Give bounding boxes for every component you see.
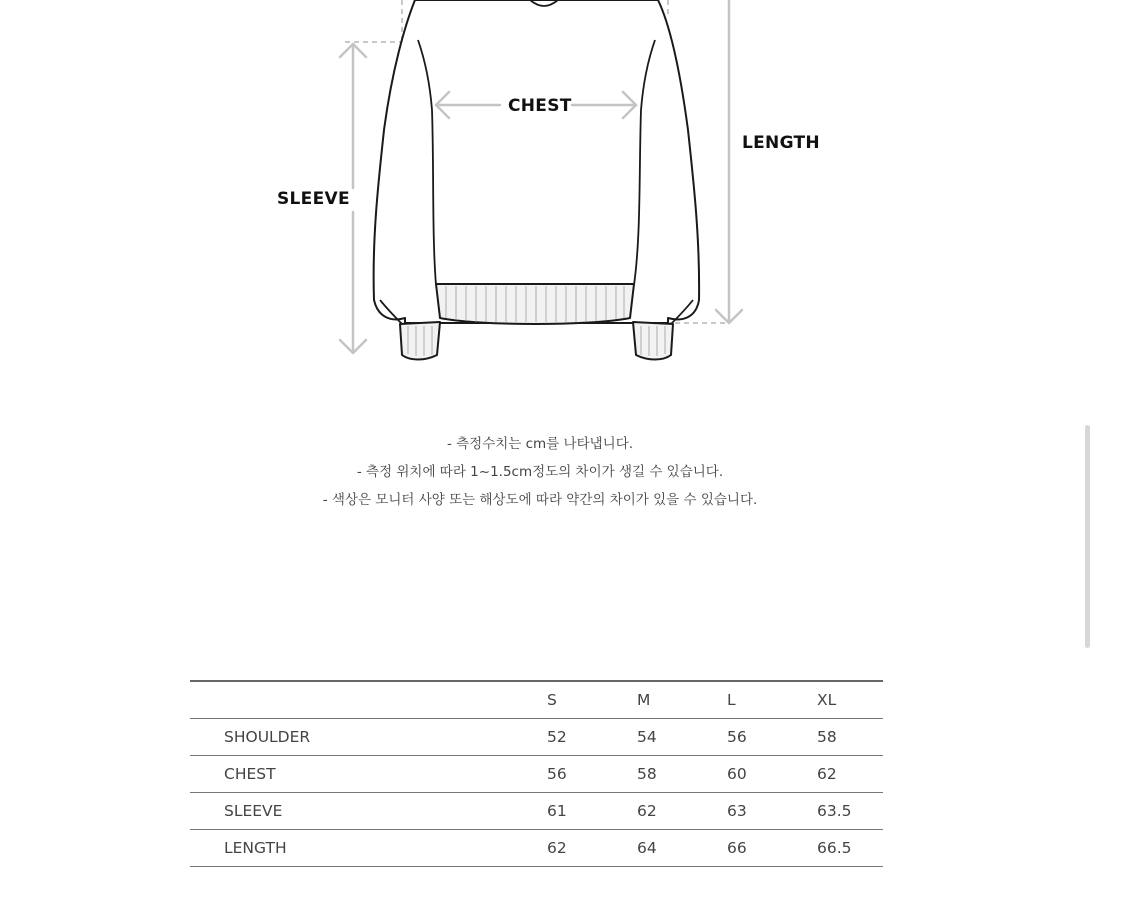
table-cell: 63.5 xyxy=(817,793,883,830)
table-header-cell: M xyxy=(637,681,727,719)
table-cell: 62 xyxy=(547,830,637,867)
table-cell: 66.5 xyxy=(817,830,883,867)
length-label: LENGTH xyxy=(742,133,820,153)
table-header-cell xyxy=(190,681,547,719)
row-label: SHOULDER xyxy=(190,719,547,756)
note-line: - 측정 위치에 따라 1~1.5cm정도의 차이가 생길 수 있습니다. xyxy=(356,464,724,480)
table-row xyxy=(190,830,883,867)
table-cell: 62 xyxy=(637,793,727,830)
scrollbar-thumb[interactable] xyxy=(1085,425,1090,648)
table-cell: 66 xyxy=(727,830,817,867)
sweatshirt-diagram xyxy=(0,0,1125,400)
table-row xyxy=(190,756,883,793)
table-cell: 61 xyxy=(547,793,637,830)
note-line: - 측정수치는 cm를 나타냅니다. xyxy=(446,436,634,452)
size-table xyxy=(190,680,883,867)
note-line: - 색상은 모니터 사양 또는 해상도에 따라 약간의 차이가 있을 수 있습니다. xyxy=(322,492,758,508)
table-cell: 54 xyxy=(637,719,727,756)
measurement-illustration xyxy=(0,0,1125,400)
table-cell: 56 xyxy=(727,719,817,756)
table-header-cell: XL xyxy=(817,681,883,719)
table-cell: 58 xyxy=(817,719,883,756)
table-cell: 52 xyxy=(547,719,637,756)
table-header-cell: L xyxy=(727,681,817,719)
length-arrow xyxy=(716,0,742,323)
row-label: LENGTH xyxy=(190,830,547,867)
sleeve-label: SLEEVE xyxy=(277,189,350,209)
chest-label: CHEST xyxy=(508,96,572,116)
row-label: CHEST xyxy=(190,756,547,793)
table-cell: 58 xyxy=(637,756,727,793)
table-row xyxy=(190,793,883,830)
table-header-cell: S xyxy=(547,681,637,719)
table-header-row xyxy=(190,681,883,719)
table-cell: 63 xyxy=(727,793,817,830)
table-cell: 62 xyxy=(817,756,883,793)
table-row xyxy=(190,719,883,756)
row-label: SLEEVE xyxy=(190,793,547,830)
measurement-notes xyxy=(0,432,1080,516)
table-cell: 56 xyxy=(547,756,637,793)
table-cell: 64 xyxy=(637,830,727,867)
cuff-ribbing xyxy=(408,326,665,356)
table-cell: 60 xyxy=(727,756,817,793)
